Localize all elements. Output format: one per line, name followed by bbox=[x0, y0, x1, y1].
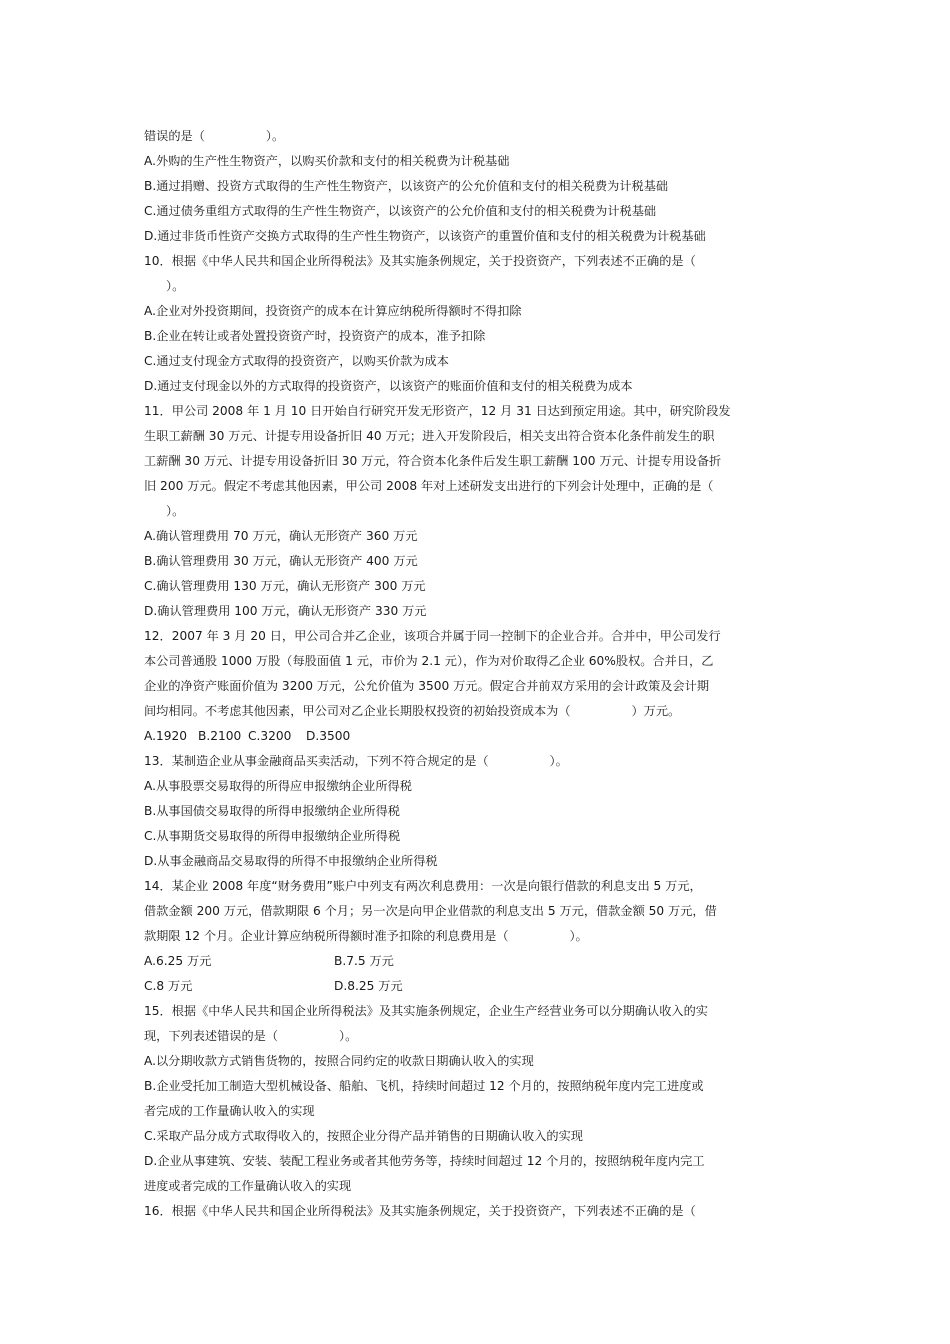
q13-option-b: B.从事国债交易取得的所得申报缴纳企业所得税 bbox=[144, 804, 400, 818]
q14-stem-1: 14．某企业 2008 年度“财务费用”账户中列支有两次利息费用：一次是向银行借款的利息支出 5 万元， bbox=[144, 879, 702, 893]
q15-option-b-2: 者完成的工作量确认收入的实现 bbox=[144, 1104, 315, 1118]
q12-options bbox=[144, 724, 812, 749]
q12-stem-4: 间均相同。不考虑其他因素，甲公司对乙企业长期股权投资的初始投资成本为（ ）万元。 bbox=[144, 704, 681, 718]
q11-stem-3: 工薪酬 30 万元、计提专用设备折旧 30 万元，符合资本化条件后发生职工薪酬 100 万元、计提专用设备折 bbox=[144, 454, 722, 468]
q15-option-d-1: D.企业从事建筑、安装、装配工程业务或者其他劳务等，持续时间超过 12 个月的，按照纳税年度内完工 bbox=[144, 1154, 705, 1168]
q13-stem: 13．某制造企业从事金融商品买卖活动，下列不符合规定的是（ ）。 bbox=[144, 754, 568, 768]
q10-option-a: A.企业对外投资期间，投资资产的成本在计算应纳税所得额时不得扣除 bbox=[144, 304, 522, 318]
q10-stem: 10．根据《中华人民共和国企业所得税法》及其实施条例规定，关于投资资产，下列表述不正确的是（ bbox=[144, 254, 696, 268]
q11-option-d: D.确认管理费用 100 万元，确认无形资产 330 万元 bbox=[144, 604, 427, 618]
q11-option-a: A.确认管理费用 70 万元，确认无形资产 360 万元 bbox=[144, 529, 418, 543]
q15-option-d-2: 进度或者完成的工作量确认收入的实现 bbox=[144, 1179, 352, 1193]
q16-stem: 16．根据《中华人民共和国企业所得税法》及其实施条例规定，关于投资资产，下列表述不正确的是（ bbox=[144, 1204, 696, 1218]
q12-option-a: A.1920 bbox=[144, 729, 188, 743]
q14-option-a: A.6.25 万元 bbox=[144, 954, 212, 968]
q11-stem-1: 11．甲公司 2008 年 1 月 10 日开始自行研究开发无形资产，12 月 31 日达到预定用途。其中，研究阶段发 bbox=[144, 404, 731, 418]
q12-option-c: C.3200 bbox=[248, 729, 292, 743]
q10-option-b: B.企业在转让或者处置投资资产时，投资资产的成本，准予扣除 bbox=[144, 329, 486, 343]
q9-option-d: D.通过非货币性资产交换方式取得的生产性生物资产，以该资产的重置价值和支付的相关税费为计税基础 bbox=[144, 229, 706, 243]
q11-stem-end: ）。 bbox=[166, 504, 185, 518]
q13-option-c: C.从事期货交易取得的所得申报缴纳企业所得税 bbox=[144, 829, 401, 843]
q11-option-c: C.确认管理费用 130 万元，确认无形资产 300 万元 bbox=[144, 579, 426, 593]
q11-option-b: B.确认管理费用 30 万元，确认无形资产 400 万元 bbox=[144, 554, 418, 568]
q12-stem-1: 12．2007 年 3 月 20 日，甲公司合并乙企业，该项合并属于同一控制下的企业合并。合并中，甲公司发行 bbox=[144, 629, 721, 643]
q15-stem-2: 现，下列表述错误的是（ ）。 bbox=[144, 1029, 358, 1043]
q15-stem-1: 15．根据《中华人民共和国企业所得税法》及其实施条例规定，企业生产经营业务可以分期确认收入的实 bbox=[144, 1004, 708, 1018]
q11-stem-4: 旧 200 万元。假定不考虑其他因素，甲公司 2008 年对上述研发支出进行的下列会计处理中，正确的是（ bbox=[144, 479, 714, 493]
q15-option-b-1: B.企业受托加工制造大型机械设备、船舶、飞机，持续时间超过 12 个月的，按照纳税年度内完工进度或 bbox=[144, 1079, 704, 1093]
q14-option-c: C.8 万元 bbox=[144, 979, 193, 993]
q14-option-b: B.7.5 万元 bbox=[334, 954, 394, 968]
q9-option-a: A.外购的生产性生物资产，以购买价款和支付的相关税费为计税基础 bbox=[144, 154, 510, 168]
q9-stem-tail: 错误的是（ ）。 bbox=[144, 129, 285, 143]
q14-stem-3: 款期限 12 个月。企业计算应纳税所得额时准予扣除的利息费用是（ ）。 bbox=[144, 929, 588, 943]
q14-stem-2: 借款金额 200 万元，借款期限 6 个月；另一次是向甲企业借款的利息支出 5 万元，借款金额 50 万元，借 bbox=[144, 904, 717, 918]
q9-option-b: B.通过捐赠、投资方式取得的生产性生物资产，以该资产的公允价值和支付的相关税费为计税基础 bbox=[144, 179, 669, 193]
exam-document bbox=[144, 124, 812, 1224]
q14-options-cd bbox=[144, 974, 812, 999]
q10-option-d: D.通过支付现金以外的方式取得的投资资产，以该资产的账面价值和支付的相关税费为成本 bbox=[144, 379, 633, 393]
q9-option-c: C.通过债务重组方式取得的生产性生物资产，以该资产的公允价值和支付的相关税费为计税基础 bbox=[144, 204, 657, 218]
q11-stem-2: 生职工薪酬 30 万元、计提专用设备折旧 40 万元；进入开发阶段后，相关支出符合资本化条件前发生的职 bbox=[144, 429, 715, 443]
q12-option-b: B.2100 bbox=[198, 729, 242, 743]
q13-option-a: A.从事股票交易取得的所得应申报缴纳企业所得税 bbox=[144, 779, 412, 793]
q14-options-ab bbox=[144, 949, 812, 974]
q13-option-d: D.从事金融商品交易取得的所得不申报缴纳企业所得税 bbox=[144, 854, 438, 868]
q15-option-a: A.以分期收款方式销售货物的，按照合同约定的收款日期确认收入的实现 bbox=[144, 1054, 534, 1068]
q12-stem-2: 本公司普通股 1000 万股（每股面值 1 元，市价为 2.1 元），作为对价取得乙企业 60%股权。合并日，乙 bbox=[144, 654, 714, 668]
q10-option-c: C.通过支付现金方式取得的投资资产，以购买价款为成本 bbox=[144, 354, 449, 368]
q12-option-d: D.3500 bbox=[306, 729, 351, 743]
q10-stem-end: ）。 bbox=[166, 279, 185, 293]
q15-option-c: C.采取产品分成方式取得收入的，按照企业分得产品并销售的日期确认收入的实现 bbox=[144, 1129, 583, 1143]
q14-option-d: D.8.25 万元 bbox=[334, 979, 403, 993]
q12-stem-3: 企业的净资产账面价值为 3200 万元，公允价值为 3500 万元。假定合并前双方采用的会计政策及会计期 bbox=[144, 679, 710, 693]
